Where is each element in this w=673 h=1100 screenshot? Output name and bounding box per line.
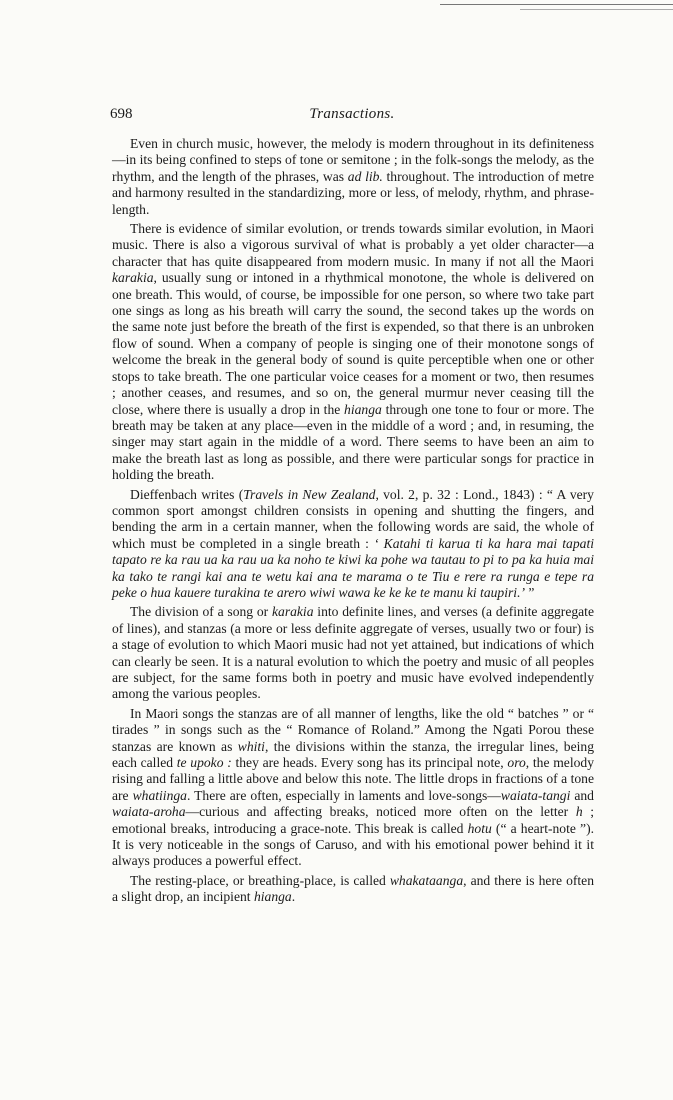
text-run: (“ a heart-note ”). It is very noticeable in the songs of Caruso, and with his emotional power behind it it always produces a powerful effect. xyxy=(112,820,594,869)
text-run: . There are often, especially in laments and love-songs— xyxy=(186,787,501,803)
text-run: and xyxy=(570,787,594,803)
italic-term: whatiinga xyxy=(132,787,187,803)
top-edge-rule xyxy=(440,4,673,5)
text-run: There is evidence of similar evolution, or trends towards similar evolution, in Maori music. There is also a vigorous survival of what is probably a yet older character—a character that has quite disappeared from modern music. In many if not all the Maori xyxy=(112,221,594,269)
paragraph-evolution xyxy=(112,221,594,484)
paragraph-dieffenbach xyxy=(112,487,594,602)
text-run: The resting-place, or breathing-place, is called xyxy=(130,872,390,888)
italic-term: h xyxy=(575,804,583,820)
italic-term: whiti xyxy=(237,738,265,754)
text-run: , and there is here often a slight drop, an incipient xyxy=(112,872,594,905)
text-run: , vol. 2, p. 32 : Lond., 1843) : “ A very common sport amongst children consists in opening and shutting the fingers, and bending the arm in a certain manner, when the following words are said, the whole of which must be completed in a single breath : xyxy=(112,486,594,551)
italic-term: karakia xyxy=(271,604,314,620)
text-run: Dieffenbach writes ( xyxy=(130,486,244,502)
italic-term: ‘ Katahi ti karua ti ka hara mai tapati tapato re ka rau ua ka rau ua ka noho te kiwi ka pohe wa tautau to pi to pa ka huia mai ka tako te rangi kai ana te wetu kai ana te marama o te Tiu e rere ra runga e tepe ra peke o hua kauere turakina te arero wiwi wawa ke ke ke te manu ki taupiri.’ xyxy=(112,535,594,600)
italic-term: Travels in New Zealand xyxy=(243,486,376,502)
italic-term: waiata-aroha xyxy=(112,804,186,820)
text-run: , usually sung or intoned in a rhythmical monotone, the whole is delivered on one breath. This would, of course, be impossible for one person, so where two take part one sings as long as his breath will carry the sound, the second takes up the words on the same note just before the breath of the first is expended, so that there is an unbroken flow of sound. When a company of people is singing one of their monotone songs of welcome the break in the general body of sound is quite perceptible when one or other stops to take breath. The one particular voice ceases for a moment or two, then resumes ; another ceases, and resumes, and so on, the general murmur never ceasing till the close, where there is usually a drop in the xyxy=(112,270,594,417)
paragraph-division xyxy=(112,604,594,702)
italic-term: hianga xyxy=(344,401,382,417)
article-body xyxy=(112,136,594,906)
page-header xyxy=(110,106,594,126)
text-run: —curious and affecting breaks, noticed more often on the letter xyxy=(185,804,576,820)
paragraph-stanzas xyxy=(112,706,594,870)
text-run: into definite lines, and verses (a definite aggregate of lines), and stanzas (a more or less definite aggregate of verses, usually two or four) is a stage of evolution to which Maori music had not yet attained, but indications of which can clearly be seen. It is a natural evolution to which the poetry and music of all peoples are subject, for the same forms both in poetry and music have evolved independently among the various peoples. xyxy=(112,604,594,702)
italic-term: hianga xyxy=(253,889,292,905)
text-run: . xyxy=(291,889,296,905)
text-run: , the melody rising and falling a little above and below this note. The little drops in fractions of a tone are xyxy=(112,755,594,803)
text-run: ; emotional breaks, introducing a grace-note. This break is called xyxy=(112,804,594,836)
italic-term: te upoko : xyxy=(176,755,232,771)
text-run: In Maori songs the stanzas are of all manner of lengths, like the old “ batches ” or “ tirades ” in songs such as the “ Romance of Roland.” Among the Ngati Porou these stanzas are known as xyxy=(112,705,594,754)
italic-term: whakataanga xyxy=(389,872,464,888)
text-run: through one tone to four or more. The breath may be taken at any place—even in the middle of a word ; and, in resuming, the singer may start again in the middle of a word. There seems to have been an aim to make the breath last as long as possible, and there were particular songs for practice in holding the breath. xyxy=(112,401,594,483)
text-run: throughout. The introduction of metre and harmony resulted in the standardizing, more or less, of melody, rhythm, and phrase-length. xyxy=(112,168,594,217)
paragraph-church-music xyxy=(112,136,594,218)
text-run: they are heads. Every song has its principal note, xyxy=(231,755,508,771)
text-run: The division of a song or xyxy=(130,604,272,620)
italic-term: karakia xyxy=(112,270,154,286)
italic-term: ad lib. xyxy=(347,168,383,184)
running-title: Transactions. xyxy=(309,106,395,122)
paragraph-resting-place xyxy=(112,873,594,906)
top-edge-rule-secondary xyxy=(520,9,673,10)
italic-term: oro xyxy=(507,755,526,771)
text-run: ” xyxy=(525,584,535,600)
italic-term: hotu xyxy=(467,820,492,836)
page-number: 698 xyxy=(110,106,133,122)
text-run: Even in church music, however, the melody is modern throughout in its definiteness—in its being confined to steps of tone or semitone ; in the folk-songs the melody, as the rhythm, and the length of the phrases, was xyxy=(112,136,594,184)
italic-term: waiata-tangi xyxy=(500,787,571,803)
text-run: , the divisions within the stanza, the irregular lines, being each called xyxy=(112,738,595,771)
